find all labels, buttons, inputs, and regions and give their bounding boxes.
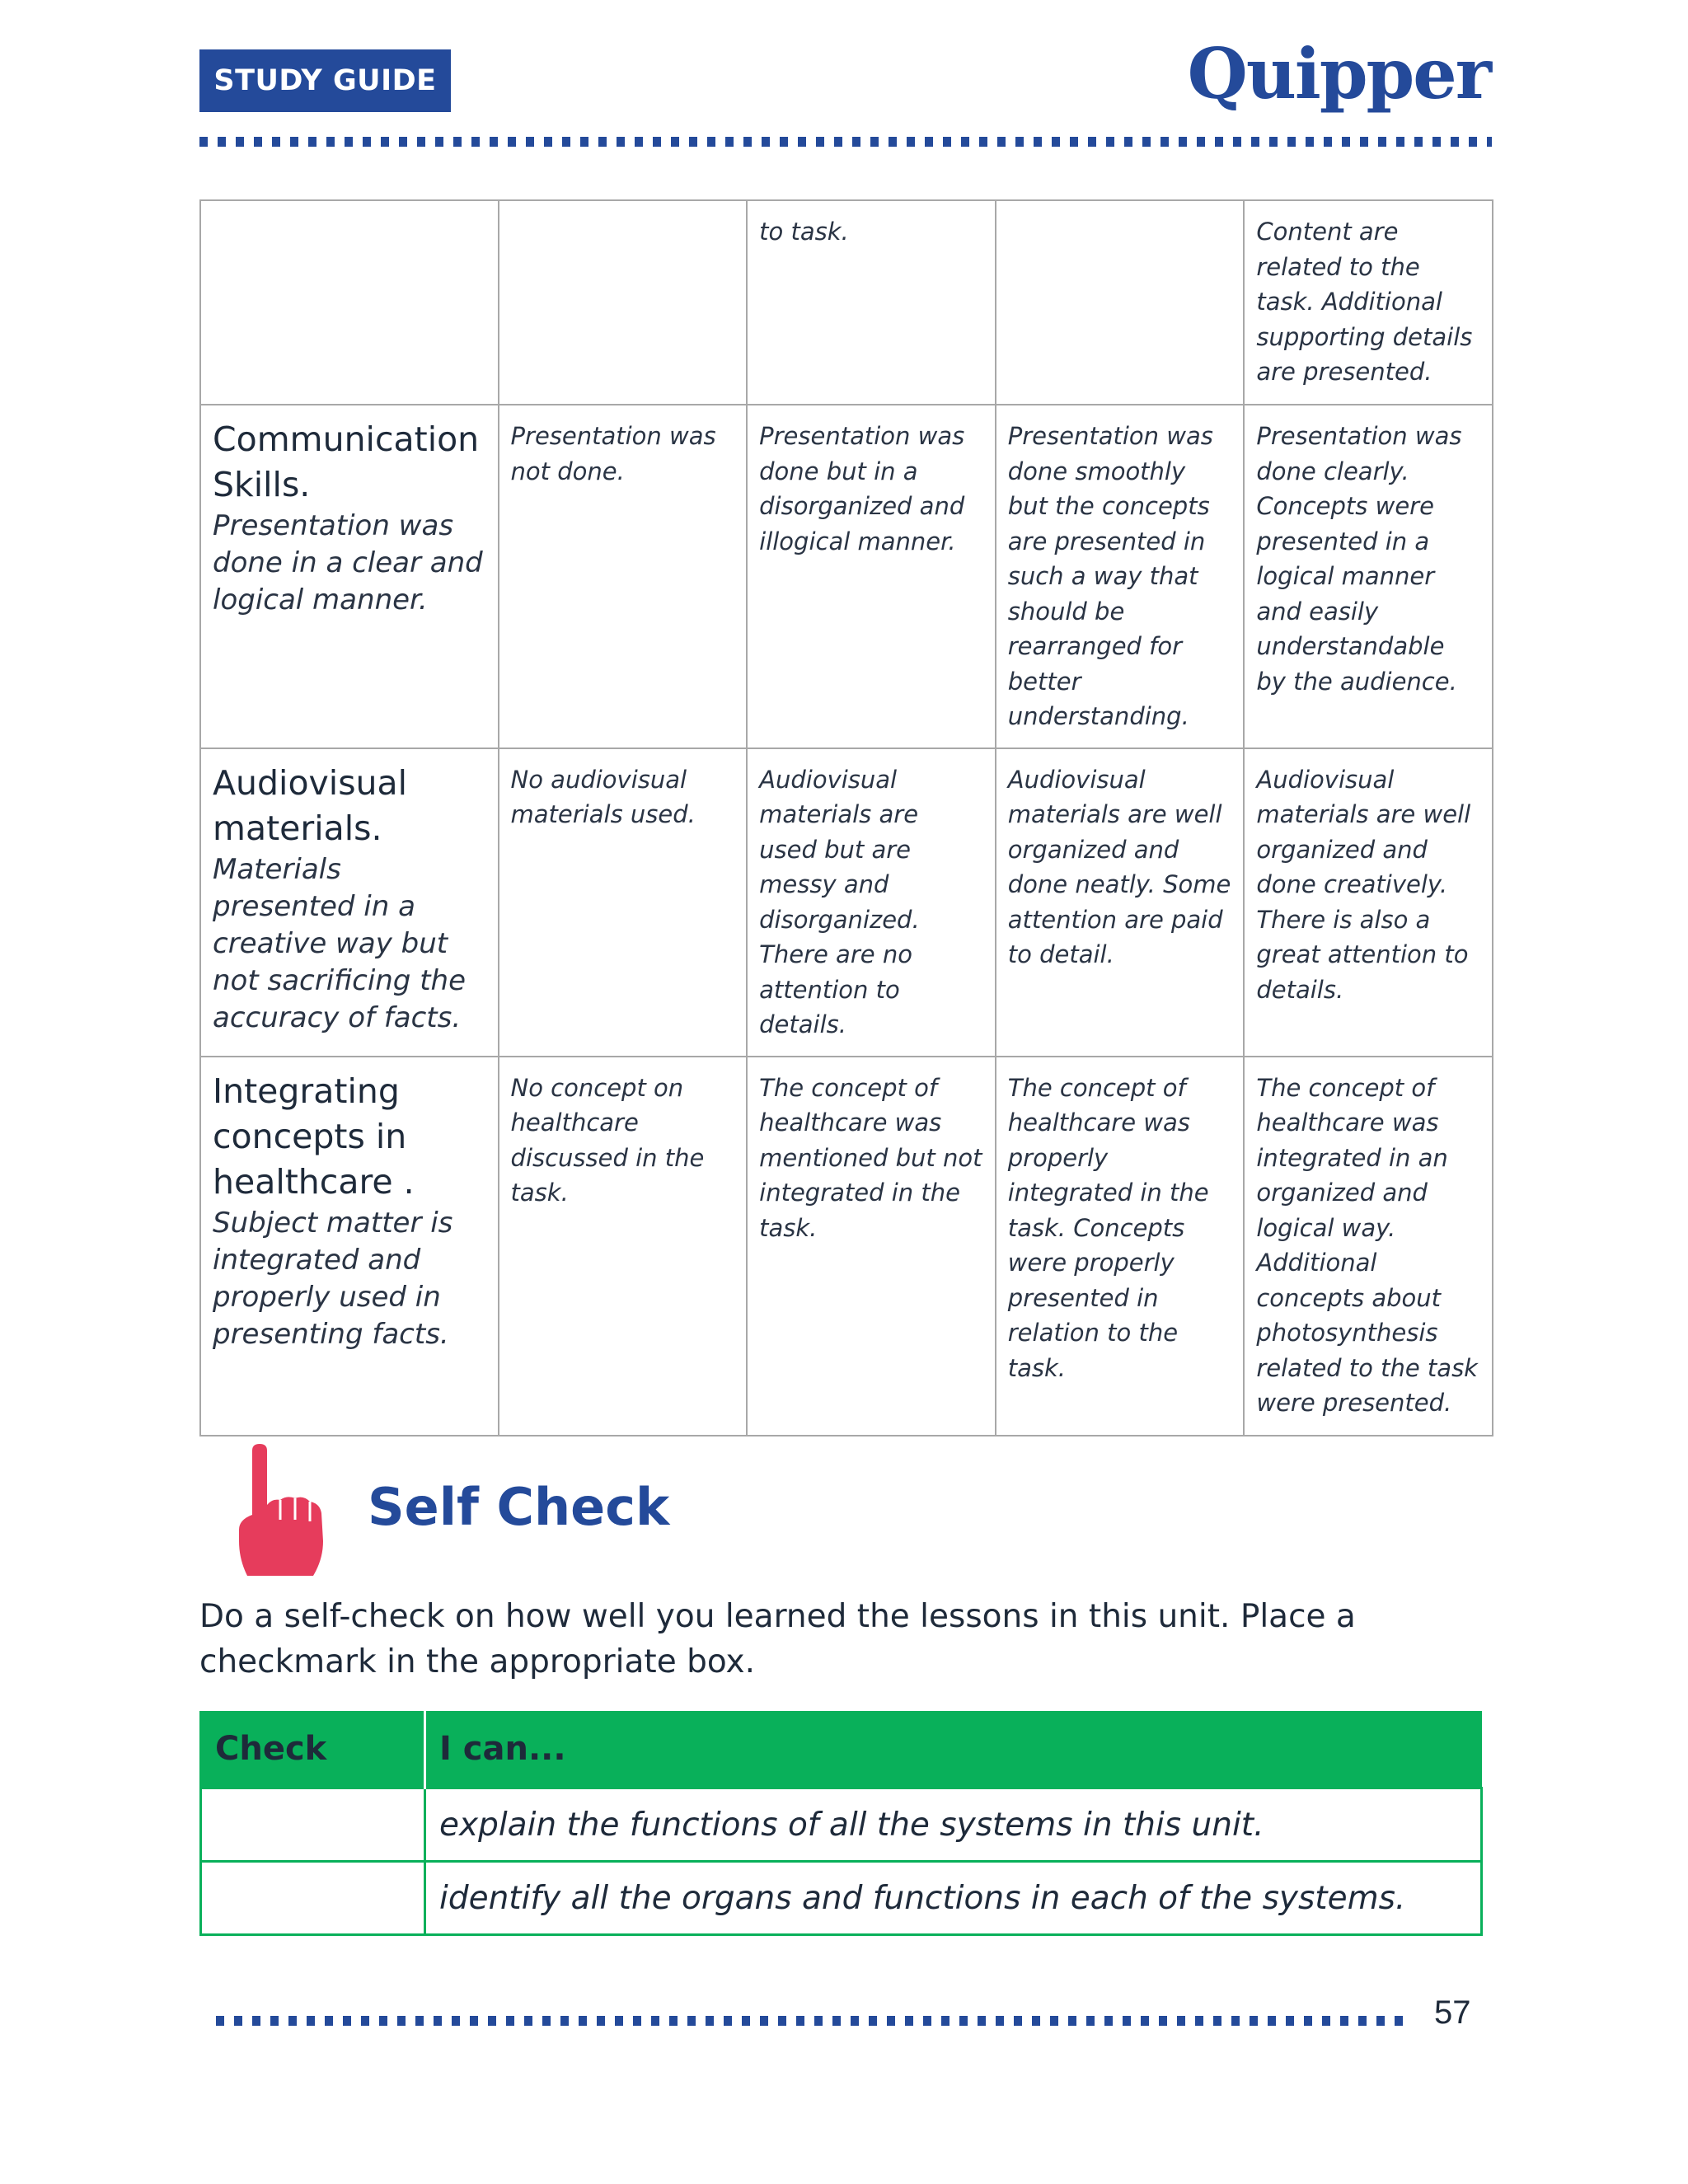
rubric-level-cell: Audiovisual materials are well organized and done neatly. Some attention are paid to detail.: [996, 748, 1245, 1057]
self-check-item: identify all the organs and functions in each of the systems.: [425, 1862, 1482, 1935]
rubric-level-cell: Presentation was done smoothly but the concepts are presented in such a way that should be rearranged for better understanding.: [996, 405, 1245, 748]
rubric-row-continuation: [200, 200, 1493, 405]
rubric-level-cell: Presentation was done clearly. Concepts were presented in a logical manner and easily understandable by the audience.: [1244, 405, 1493, 748]
rubric-level-cell: No concept on healthcare discussed in the task.: [499, 1057, 748, 1436]
rubric-criterion-cell: [200, 405, 499, 748]
criterion-description: Materials presented in a creative way but not sacrificing the accuracy of facts.: [213, 852, 466, 1034]
rubric-level-cell: Presentation was not done.: [499, 405, 748, 748]
rubric-level-cell: Presentation was done but in a disorganized and illogical manner.: [747, 405, 996, 748]
checkmark-box[interactable]: [201, 1862, 425, 1935]
rubric-level-cell: Content are related to the task. Additional supporting details are presented.: [1244, 200, 1493, 405]
check-column-header: Check: [201, 1711, 425, 1788]
checkmark-box[interactable]: [201, 1788, 425, 1862]
rubric-row-integrating: [200, 1057, 1493, 1436]
rubric-level-cell: No audiovisual materials used.: [499, 748, 748, 1057]
criterion-title: Integrating concepts in healthcare .: [213, 1071, 415, 1202]
rubric-level-cell: [996, 200, 1245, 405]
rubric-level-cell: The concept of healthcare was integrated in an organized and logical way. Additional concepts about photosynthesis related to the task were presented.: [1244, 1057, 1493, 1436]
pointing-hand-icon: [237, 1444, 328, 1576]
page-number: 57: [1434, 1994, 1471, 2031]
rubric-level-cell: to task.: [747, 200, 996, 405]
criterion-title: Audiovisual materials.: [213, 762, 408, 848]
criterion-title: Communication Skills.: [213, 419, 480, 504]
self-check-title: Self Check: [368, 1477, 670, 1537]
self-check-instructions: Do a self-check on how well you learned the lessons in this unit. Place a checkmark in the appropriate box.: [199, 1598, 1356, 1680]
rubric-criterion-cell: [200, 200, 499, 405]
self-check-row: [201, 1788, 1482, 1862]
study-guide-badge: STUDY GUIDE: [199, 49, 451, 112]
rubric-level-cell: The concept of healthcare was mentioned but not integrated in the task.: [747, 1057, 996, 1436]
quipper-logo: Quipper: [1187, 33, 1490, 115]
criterion-description: Presentation was done in a clear and logical manner.: [213, 509, 483, 616]
rubric-criterion-cell: [200, 748, 499, 1057]
criterion-description: Subject matter is integrated and properly used in presenting facts.: [213, 1206, 453, 1351]
rubric-level-cell: Audiovisual materials are well organized and done creatively. There is also a great attention to details.: [1244, 748, 1493, 1057]
self-check-row: [201, 1862, 1482, 1935]
rubric-row-communication: [200, 405, 1493, 748]
self-check-header-row: [201, 1711, 1482, 1788]
rubric-level-cell: The concept of healthcare was properly integrated in the task. Concepts were properly presented in relation to the task.: [996, 1057, 1245, 1436]
bottom-dotted-divider: [216, 2016, 1409, 2026]
rubric-level-cell: [499, 200, 748, 405]
top-dotted-divider: [199, 137, 1492, 147]
rubric-table: [199, 199, 1493, 1436]
self-check-item: explain the functions of all the systems in this unit.: [425, 1788, 1482, 1862]
rubric-row-audiovisual: [200, 748, 1493, 1057]
rubric-level-cell: Audiovisual materials are used but are messy and disorganized. There are no attention to details.: [747, 748, 996, 1057]
self-check-table: [199, 1711, 1483, 1936]
i-can-column-header: I can...: [425, 1711, 1482, 1788]
rubric-criterion-cell: [200, 1057, 499, 1436]
